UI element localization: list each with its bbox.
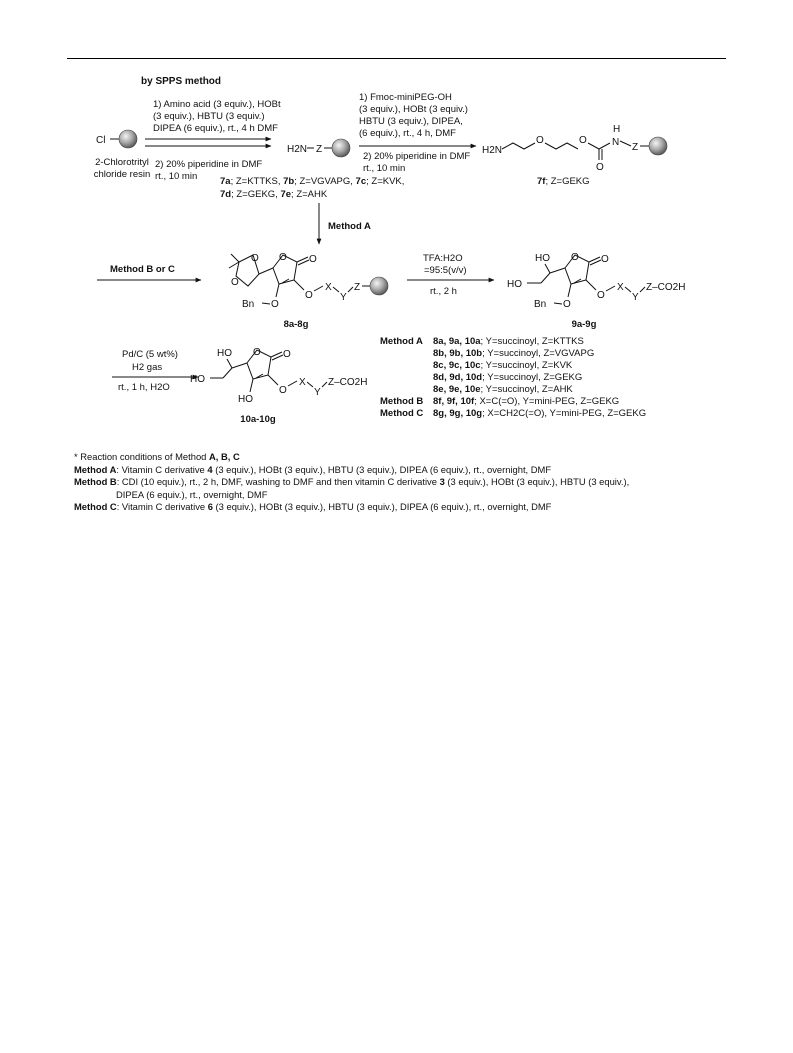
step4-line2: H2 gas	[132, 362, 163, 373]
note-method-b-cont: DIPEA (6 equiv.), rt., overnight, DMF	[116, 488, 268, 500]
resin-bead-icon	[119, 130, 137, 148]
compound9-ho1: HO	[535, 253, 550, 264]
product7f-n: N	[612, 137, 620, 148]
table-row: 8c, 9c, 10c; Y=succinoyl, Z=KVK	[433, 360, 573, 371]
compound9-carbonyl-o: O	[601, 254, 609, 265]
compound9-id: 9a-9g	[571, 319, 597, 330]
resin-bead-icon	[370, 277, 388, 295]
step2-line5: 2) 20% piperidine in DMF	[363, 151, 471, 162]
step3-line2: =95:5(v/v)	[424, 265, 467, 276]
step1-line4: 2) 20% piperidine in DMF	[155, 159, 263, 170]
compound8-z: Z	[354, 282, 361, 293]
compound10-ho2: HO	[190, 374, 205, 385]
resin-bead-icon	[332, 139, 350, 157]
table-method: Method B	[380, 396, 424, 407]
product-7f	[482, 124, 667, 187]
compound10-link-o: O	[279, 385, 287, 396]
step2-line4: (6 equiv.), rt., 4 h, DMF	[359, 128, 456, 139]
step1-line3: DIPEA (6 equiv.), rt., 4 h DMF	[153, 123, 278, 134]
method-bc-arrow	[97, 264, 201, 280]
method-a-label: Method A	[328, 221, 371, 232]
step3-line3: rt., 2 h	[430, 286, 457, 297]
compound8-ring-o1: O	[251, 253, 259, 264]
step2-conditions	[359, 92, 476, 174]
scheme-heading: by SPPS method	[141, 76, 222, 87]
reaction-scheme	[0, 0, 793, 450]
resin-name-line1: 2-Chlorotrityl	[95, 157, 149, 168]
note-method-c: Method C: Vitamin C derivative 6 (3 equiv.), HOBt (3 equiv.), HBTU (3 equiv.), DIPEA (6 equiv.), rt., overnight, DMF	[74, 501, 552, 513]
compound9-lactone-o: O	[571, 252, 579, 263]
table-method: Method A	[380, 336, 423, 347]
compound-9-structure	[507, 252, 685, 330]
compound8-x: X	[325, 282, 332, 293]
compound10-id: 10a-10g	[240, 414, 276, 425]
note-method-a: Method A: Vitamin C derivative 4 (3 equiv.), HOBt (3 equiv.), HBTU (3 equiv.), DIPEA (6 equiv.), rt., overnight, DMF	[74, 463, 552, 475]
table-row: 8g, 9g, 10g; X=CH2C(=O), Y=mini-PEG, Z=GEKG	[433, 408, 647, 419]
product7f-ether-o1: O	[536, 135, 544, 146]
step4-conditions	[112, 349, 198, 393]
method-a-arrow	[319, 203, 371, 244]
step1-line2: (3 equiv.), HBTU (3 equiv.)	[153, 111, 265, 122]
table-row: 8b, 9b, 10b; Y=succinoyl, Z=VGVAPG	[433, 348, 595, 359]
compound8-obn-o: O	[271, 299, 279, 310]
compound8-y: Y	[340, 292, 347, 303]
compound10-z-co2h: Z–CO2H	[328, 377, 368, 388]
product7f-h: H	[613, 124, 621, 135]
chlorine-label: Cl	[96, 135, 106, 146]
step4-line1: Pd/C (5 wt%)	[122, 349, 178, 360]
product7f-ether-o2: O	[579, 135, 587, 146]
product7-list-line2: 7d; Z=GEKG, 7e; Z=AHK	[220, 189, 328, 200]
product7-list-line1: 7a; Z=KTTKS, 7b; Z=VGVAPG, 7c; Z=KVK,	[220, 176, 405, 187]
step2-line3: HBTU (3 equiv.), DIPEA,	[359, 116, 463, 127]
compound9-z-co2h: Z–CO2H	[646, 282, 686, 293]
method-bc-label: Method B or C	[110, 264, 175, 275]
compound10-lactone-o: O	[253, 347, 261, 358]
compound8-ring-o2: O	[231, 277, 239, 288]
table-row: 8f, 9f, 10f; X=C(=O), Y=mini-PEG, Z=GEKG	[433, 396, 620, 407]
compound9-x: X	[617, 282, 624, 293]
compound9-obn-o: O	[563, 299, 571, 310]
step2-line1: 1) Fmoc-miniPEG-OH	[359, 92, 452, 103]
product7-z: Z	[316, 144, 323, 155]
compound10-carbonyl-o: O	[283, 349, 291, 360]
compound8-link-o: O	[305, 290, 313, 301]
step2-line2: (3 equiv.), HOBt (3 equiv.)	[359, 104, 468, 115]
resin-name-line2: chloride resin	[93, 169, 151, 180]
notes-intro: * Reaction conditions of Method A, B, C	[74, 451, 240, 462]
step4-line3: rt., 1 h, H2O	[118, 382, 170, 393]
compound9-link-o: O	[597, 290, 605, 301]
chlorotrityl-resin	[94, 130, 151, 180]
compound9-bn: Bn	[534, 299, 547, 310]
table-row: 8d, 9d, 10d; Y=succinoyl, Z=GEKG	[433, 372, 583, 383]
compound9-ho2: HO	[507, 279, 522, 290]
table-row: 8a, 9a, 10a; Y=succinoyl, Z=KTTKS	[433, 336, 584, 347]
reaction-notes	[74, 451, 744, 514]
step2-line6: rt., 10 min	[363, 163, 406, 174]
method-table	[380, 336, 646, 419]
step1-line5: rt., 10 min	[155, 171, 198, 182]
compound-8-structure	[229, 252, 388, 330]
compound-10-structure	[190, 347, 367, 425]
product7f-label: 7f; Z=GEKG	[537, 176, 590, 187]
compound8-carbonyl-o: O	[309, 254, 317, 265]
compound10-y: Y	[314, 387, 321, 398]
product7-amine: H2N	[287, 144, 308, 155]
compound9-y: Y	[632, 292, 639, 303]
product7f-amine: H2N	[482, 145, 503, 156]
compound10-ho1: HO	[217, 348, 232, 359]
compound10-x: X	[299, 377, 306, 388]
step1-line1: 1) Amino acid (3 equiv.), HOBt	[153, 99, 281, 110]
note-method-b: Method B: CDI (10 equiv.), rt., 2 h, DMF, washing to DMF and then vitamin C derivative 3 (3 equiv.), HOBt (3 equiv.), HBTU (3 equiv.),	[74, 476, 630, 488]
compound10-ho3: HO	[238, 394, 253, 405]
table-row: 8e, 9e, 10e; Y=succinoyl, Z=AHK	[433, 384, 573, 395]
step3-conditions	[407, 253, 494, 297]
step1-conditions	[145, 99, 281, 182]
product7f-carbonyl-o: O	[596, 162, 604, 173]
product7f-z: Z	[632, 142, 639, 153]
compound8-lactone-o: O	[279, 252, 287, 263]
compound8-bn: Bn	[242, 299, 255, 310]
compound8-id: 8a-8g	[283, 319, 309, 330]
resin-bead-icon	[649, 137, 667, 155]
table-method: Method C	[380, 408, 424, 419]
step3-line1: TFA:H2O	[423, 253, 463, 264]
